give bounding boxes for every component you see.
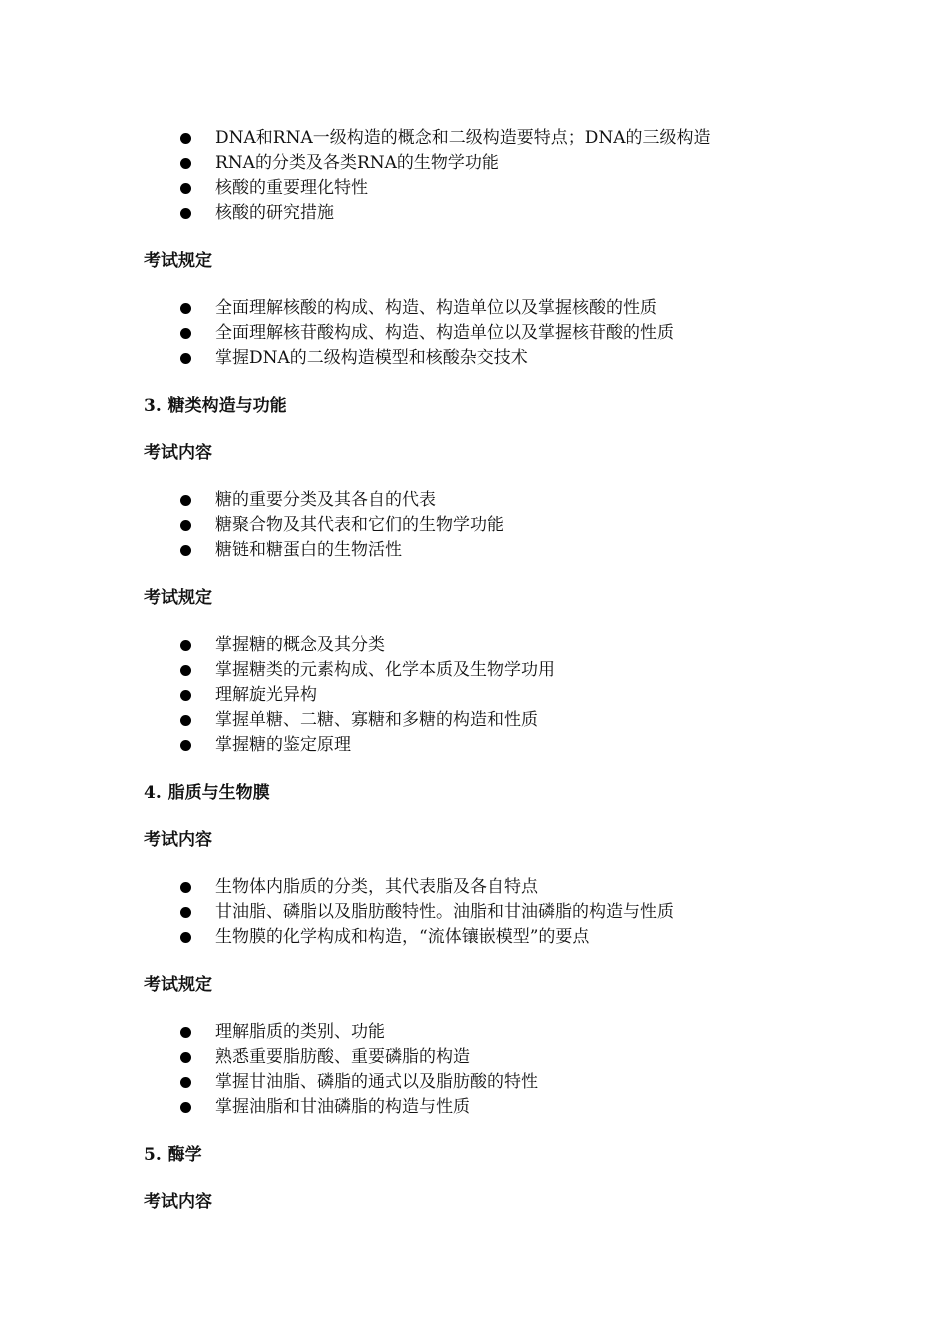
list-item-text: 掌握DNA的二级构造模型和核酸杂交技术	[215, 348, 528, 368]
lipid-content-list	[144, 875, 864, 950]
list-item	[144, 1095, 864, 1120]
bullet-icon	[180, 740, 191, 751]
bullet-icon	[180, 520, 191, 531]
bullet-icon	[180, 158, 191, 169]
list-item	[144, 925, 864, 950]
list-item-text: 掌握糖类的元素构成、化学本质及生物学功用	[215, 660, 555, 680]
section-heading-exam-requirements: 考试规定	[144, 251, 212, 271]
list-item	[144, 346, 864, 371]
section-heading-exam-content: 考试内容	[144, 830, 212, 850]
bullet-icon	[180, 1077, 191, 1088]
bullet-icon	[180, 133, 191, 144]
bullet-icon	[180, 907, 191, 918]
list-item-text: 糖聚合物及其代表和它们的生物学功能	[215, 515, 504, 535]
list-item-text: 生物体内脂质的分类，其代表脂及各自特点	[215, 877, 538, 897]
carbohydrate-content-list	[144, 488, 864, 563]
bullet-icon	[180, 183, 191, 194]
lipid-requirements-list	[144, 1020, 864, 1120]
section-heading-exam-requirements: 考试规定	[144, 975, 212, 995]
list-item	[144, 875, 864, 900]
carbohydrate-requirements-list	[144, 633, 864, 758]
section-heading-exam-requirements: 考试规定	[144, 588, 212, 608]
list-item	[144, 176, 864, 201]
list-item	[144, 1045, 864, 1070]
list-item	[144, 1070, 864, 1095]
list-item-text: RNA的分类及各类RNA的生物学功能	[215, 153, 499, 173]
list-item-text: 全面理解核酸的构成、构造、构造单位以及掌握核酸的性质	[215, 298, 657, 318]
bullet-icon	[180, 495, 191, 506]
list-item-text: 熟悉重要脂肪酸、重要磷脂的构造	[215, 1047, 470, 1067]
chapter-heading-carbohydrates: 3. 糖类构造与功能	[144, 396, 287, 416]
list-item	[144, 658, 864, 683]
bullet-icon	[180, 1027, 191, 1038]
document-content	[144, 126, 864, 1215]
list-item	[144, 538, 864, 563]
bullet-icon	[180, 932, 191, 943]
bullet-icon	[180, 545, 191, 556]
list-item	[144, 1020, 864, 1045]
list-item-text: 理解旋光异构	[215, 685, 317, 705]
bullet-icon	[180, 328, 191, 339]
bullet-icon	[180, 665, 191, 676]
list-item-text: 核酸的研究措施	[215, 203, 334, 223]
list-item	[144, 733, 864, 758]
bullet-icon	[180, 1052, 191, 1063]
nucleic-acid-content-list	[144, 126, 864, 226]
bullet-icon	[180, 1102, 191, 1113]
bullet-icon	[180, 303, 191, 314]
bullet-icon	[180, 353, 191, 364]
list-item-text: 掌握油脂和甘油磷脂的构造与性质	[215, 1097, 470, 1117]
list-item-text: 掌握糖的概念及其分类	[215, 635, 385, 655]
list-item-text: 糖的重要分类及其各自的代表	[215, 490, 436, 510]
nucleic-acid-requirements-list	[144, 296, 864, 371]
list-item-text: 全面理解核苷酸构成、构造、构造单位以及掌握核苷酸的性质	[215, 323, 674, 343]
list-item	[144, 708, 864, 733]
list-item-text: 掌握糖的鉴定原理	[215, 735, 351, 755]
list-item-text: 糖链和糖蛋白的生物活性	[215, 540, 402, 560]
list-item	[144, 201, 864, 226]
list-item	[144, 633, 864, 658]
bullet-icon	[180, 882, 191, 893]
list-item	[144, 296, 864, 321]
list-item	[144, 513, 864, 538]
section-heading-exam-content: 考试内容	[144, 443, 212, 463]
list-item	[144, 126, 864, 151]
list-item-text: 理解脂质的类别、功能	[215, 1022, 385, 1042]
list-item	[144, 321, 864, 346]
bullet-icon	[180, 715, 191, 726]
section-heading-exam-content: 考试内容	[144, 1192, 212, 1212]
list-item-text: 生物膜的化学构成和构造，“流体镶嵌模型”的要点	[215, 927, 590, 947]
chapter-heading-lipids: 4. 脂质与生物膜	[144, 783, 270, 803]
bullet-icon	[180, 690, 191, 701]
bullet-icon	[180, 208, 191, 219]
list-item-text: DNA和RNA一级构造的概念和二级构造要特点；DNA的三级构造	[215, 128, 711, 148]
list-item-text: 掌握甘油脂、磷脂的通式以及脂肪酸的特性	[215, 1072, 538, 1092]
bullet-icon	[180, 640, 191, 651]
list-item	[144, 151, 864, 176]
chapter-heading-enzymology: 5. 酶学	[144, 1145, 202, 1165]
list-item-text: 核酸的重要理化特性	[215, 178, 368, 198]
list-item	[144, 488, 864, 513]
list-item-text: 掌握单糖、二糖、寡糖和多糖的构造和性质	[215, 710, 538, 730]
list-item	[144, 900, 864, 925]
list-item	[144, 683, 864, 708]
list-item-text: 甘油脂、磷脂以及脂肪酸特性。油脂和甘油磷脂的构造与性质	[215, 902, 674, 922]
